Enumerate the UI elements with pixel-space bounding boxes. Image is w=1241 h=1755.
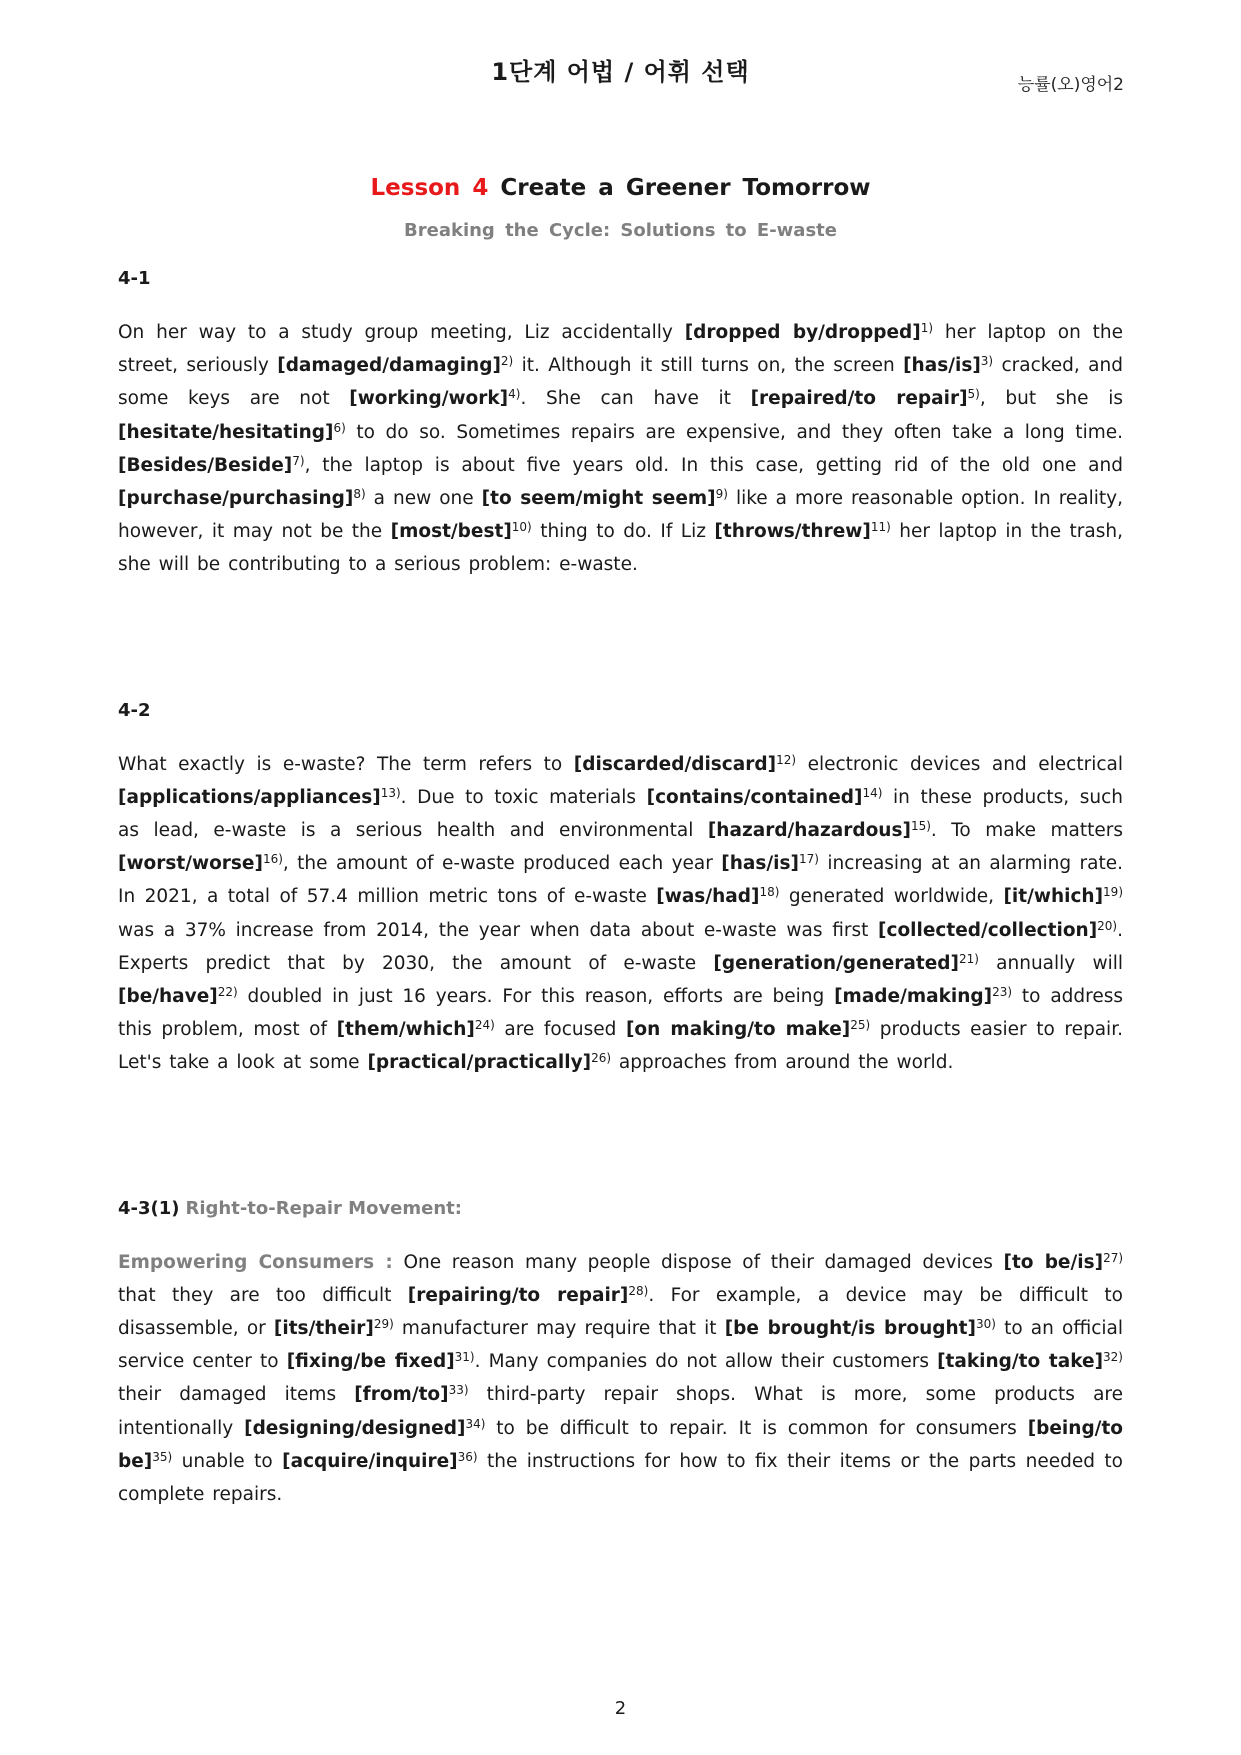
paragraph-text: electronic devices and electrical bbox=[796, 753, 1123, 775]
paragraph-text: was a 37% increase from 2014, the year when data about e-waste was first bbox=[118, 919, 879, 941]
question-number: 29) bbox=[373, 1317, 394, 1332]
paragraph-text: third-party repair shops. What is more, some products are intentionally bbox=[118, 1384, 1123, 1439]
answer-choice: [has/is] bbox=[903, 355, 981, 377]
answer-choice: [most/best] bbox=[390, 521, 512, 543]
paragraph-text: generated worldwide, bbox=[779, 886, 1004, 908]
answer-choice: [being/to be] bbox=[118, 1417, 1123, 1472]
section-paragraph bbox=[118, 1246, 1123, 1512]
question-number: 14) bbox=[862, 785, 883, 800]
answer-choice: [practical/practically] bbox=[367, 1052, 592, 1074]
paragraph-text: her laptop in the trash, she will be contributing to a serious problem: e-waste. bbox=[118, 521, 1123, 576]
paragraph-text: her laptop on the street, seriously bbox=[118, 322, 1123, 377]
answer-choice: [fixing/be fixed] bbox=[286, 1351, 455, 1373]
paragraph-text: doubled in just 16 years. For this reason, efforts are being bbox=[237, 986, 835, 1008]
paragraph-text: to an official service center to bbox=[118, 1318, 1124, 1373]
answer-choice: [has/is] bbox=[721, 853, 799, 875]
paragraph-text: One reason many people dispose of their damaged devices bbox=[392, 1251, 1004, 1273]
question-number: 30) bbox=[975, 1317, 996, 1332]
answer-choice: [taking/to take] bbox=[937, 1351, 1104, 1373]
paragraph-text: . For example, a device may be difficult to disassemble, or bbox=[118, 1284, 1123, 1340]
answer-choice: [acquire/inquire] bbox=[282, 1450, 458, 1472]
paragraph-text: thing to do. If Liz bbox=[531, 521, 715, 543]
paragraph-text: , the laptop is about five years old. In this case, getting rid of the old one and bbox=[304, 454, 1123, 476]
question-number: 2) bbox=[500, 354, 514, 369]
paragraph-text: in these products, such as lead, e-waste is a serious health and environmental bbox=[118, 786, 1124, 842]
paragraph-text: annually will bbox=[978, 952, 1124, 974]
paragraph-text: , the amount of e-waste produced each year bbox=[282, 853, 722, 875]
question-number: 7) bbox=[292, 453, 305, 468]
paragraph-text: approaches from around the world. bbox=[611, 1052, 954, 1074]
question-number: 34) bbox=[465, 1416, 486, 1431]
answer-choice: [to seem/might seem] bbox=[481, 488, 716, 510]
question-number: 24) bbox=[474, 1018, 495, 1033]
question-number: 1) bbox=[920, 321, 934, 335]
question-number: 33) bbox=[448, 1383, 469, 1398]
answer-choice: [hesitate/hesitating] bbox=[118, 421, 334, 443]
section-label bbox=[118, 1198, 1123, 1226]
question-number: 19) bbox=[1103, 885, 1123, 900]
question-number: 27) bbox=[1103, 1250, 1124, 1265]
paragraph-text: What exactly is e-waste? The term refers to bbox=[118, 753, 574, 775]
answer-choice: [throws/threw] bbox=[714, 521, 871, 543]
answer-choice: [made/making] bbox=[834, 986, 993, 1008]
question-number: 20) bbox=[1097, 918, 1118, 933]
question-number: 32) bbox=[1103, 1350, 1123, 1365]
question-number: 31) bbox=[454, 1350, 475, 1365]
answer-choice: [working/work] bbox=[349, 388, 509, 410]
question-number: 21) bbox=[959, 951, 979, 966]
paragraph-text: their damaged items bbox=[118, 1384, 355, 1406]
question-number: 10) bbox=[511, 520, 532, 535]
answer-choice: [purchase/purchasing] bbox=[118, 488, 354, 510]
answer-choice: [be/have] bbox=[118, 986, 218, 1008]
paragraph-text: cracked, and some keys are not bbox=[118, 355, 1123, 410]
question-number: 6) bbox=[333, 420, 346, 435]
section-4-3-1 bbox=[118, 1198, 1123, 1512]
answer-choice: [hazard/hazardous] bbox=[707, 820, 911, 842]
answer-choice: [on making/to make] bbox=[625, 1019, 851, 1041]
paragraph-body bbox=[118, 1252, 1123, 1505]
paragraph-text: to be difficult to repair. It is common for consumers bbox=[485, 1417, 1028, 1439]
question-number: 8) bbox=[353, 487, 366, 502]
answer-choice: [collected/collection] bbox=[878, 919, 1098, 941]
section-4-1 bbox=[118, 268, 1123, 582]
paragraph-text: , but she is bbox=[979, 388, 1123, 410]
question-number: 18) bbox=[759, 885, 780, 900]
section-label: 4-1 bbox=[118, 268, 151, 289]
paragraph-lead: Empowering Consumers : bbox=[118, 1251, 393, 1273]
section-number: 4-3(1) bbox=[118, 1197, 180, 1219]
answer-choice: [contains/contained] bbox=[646, 786, 863, 808]
answer-choice: [designing/designed] bbox=[244, 1417, 466, 1439]
lesson-name: Create a Greener Tomorrow bbox=[500, 175, 871, 201]
answer-choice: [damaged/damaging] bbox=[277, 355, 501, 377]
answer-choice: [it/which] bbox=[1003, 886, 1104, 908]
paragraph-text: On her way to a study group meeting, Liz accidentally bbox=[118, 322, 685, 343]
question-number: 9) bbox=[715, 487, 728, 502]
paragraph-text: that they are too difficult bbox=[118, 1284, 408, 1306]
question-number: 22) bbox=[217, 985, 238, 1000]
question-number: 5) bbox=[967, 387, 980, 402]
answer-choice: [be brought/is brought] bbox=[724, 1318, 976, 1340]
lesson-number: Lesson 4 bbox=[370, 175, 489, 201]
paragraph-text: are focused bbox=[494, 1019, 626, 1041]
section-4-2 bbox=[118, 700, 1123, 1080]
answer-choice: [Besides/Beside] bbox=[118, 454, 293, 476]
content bbox=[118, 268, 1123, 1511]
paragraph-text: . To make matters bbox=[930, 820, 1123, 842]
question-number: 23) bbox=[992, 985, 1013, 1000]
paragraph-text: manufacturer may require that it bbox=[393, 1318, 725, 1340]
paragraph-text: to address this problem, most of bbox=[118, 986, 1124, 1041]
question-number: 35) bbox=[152, 1449, 173, 1464]
paragraph-text: like a more reasonable option. In reality, however, it may not be the bbox=[118, 488, 1123, 543]
paragraph-text: . She can have it bbox=[520, 388, 751, 410]
answer-choice: [applications/appliances] bbox=[118, 786, 381, 808]
answer-choice: [from/to] bbox=[354, 1384, 449, 1406]
question-number: 16) bbox=[262, 852, 283, 867]
lesson-title bbox=[0, 175, 1241, 201]
question-number: 12) bbox=[776, 752, 797, 767]
paragraph-text: increasing at an alarming rate. In 2021, a total of 57.4 million metric tons of e-waste bbox=[118, 853, 1123, 908]
paragraph-text: to do so. Sometimes repairs are expensive, and they often take a long time. bbox=[345, 421, 1123, 443]
paragraph-text: it. Although it still turns on, the screen bbox=[513, 355, 904, 377]
answer-choice: [its/their] bbox=[273, 1318, 374, 1340]
textbook-label: 능률(오)영어2 bbox=[1017, 75, 1124, 95]
answer-choice: [worst/worse] bbox=[118, 853, 263, 875]
paragraph-text: unable to bbox=[172, 1450, 283, 1472]
section-topic: Right-to-Repair Movement: bbox=[185, 1197, 462, 1219]
question-number: 26) bbox=[591, 1051, 612, 1066]
answer-choice: [was/had] bbox=[656, 886, 760, 908]
section-label: 4-2 bbox=[118, 699, 151, 721]
question-number: 28) bbox=[628, 1283, 649, 1298]
answer-choice: [repairing/to repair] bbox=[407, 1284, 629, 1306]
answer-choice: [generation/generated] bbox=[713, 952, 959, 974]
answer-choice: [repaired/to repair] bbox=[750, 388, 968, 410]
question-number: 15) bbox=[910, 819, 931, 834]
paragraph-text: . Experts predict that by 2030, the amount of e-waste bbox=[118, 919, 1123, 974]
paragraph-text: a new one bbox=[365, 488, 482, 510]
answer-choice: [dropped by/dropped] bbox=[684, 322, 921, 343]
question-number: 3) bbox=[980, 354, 994, 369]
lesson-subtitle: Breaking the Cycle: Solutions to E-waste bbox=[404, 220, 837, 241]
paragraph-text: products easier to repair. Let's take a look at some bbox=[118, 1019, 1123, 1074]
answer-choice: [discarded/discard] bbox=[573, 753, 777, 775]
question-number: 17) bbox=[798, 852, 819, 867]
question-number: 4) bbox=[508, 387, 521, 402]
page-number: 2 bbox=[614, 1698, 627, 1719]
answer-choice: [them/which] bbox=[336, 1019, 475, 1041]
question-number: 13) bbox=[380, 785, 401, 800]
section-paragraph bbox=[118, 748, 1123, 1080]
paragraph-text: . Due to toxic materials bbox=[400, 786, 647, 808]
question-number: 11) bbox=[870, 520, 891, 535]
question-number: 36) bbox=[457, 1449, 478, 1464]
section-paragraph bbox=[118, 316, 1123, 582]
paragraph-text: . Many companies do not allow their customers bbox=[474, 1351, 938, 1373]
paragraph-text: the instructions for how to fix their items or the parts needed to complete repairs. bbox=[118, 1450, 1123, 1506]
question-number: 25) bbox=[850, 1018, 871, 1033]
answer-choice: [to be/is] bbox=[1003, 1251, 1104, 1273]
worksheet-title: 1단계 어법 / 어휘 선택 bbox=[491, 58, 750, 86]
